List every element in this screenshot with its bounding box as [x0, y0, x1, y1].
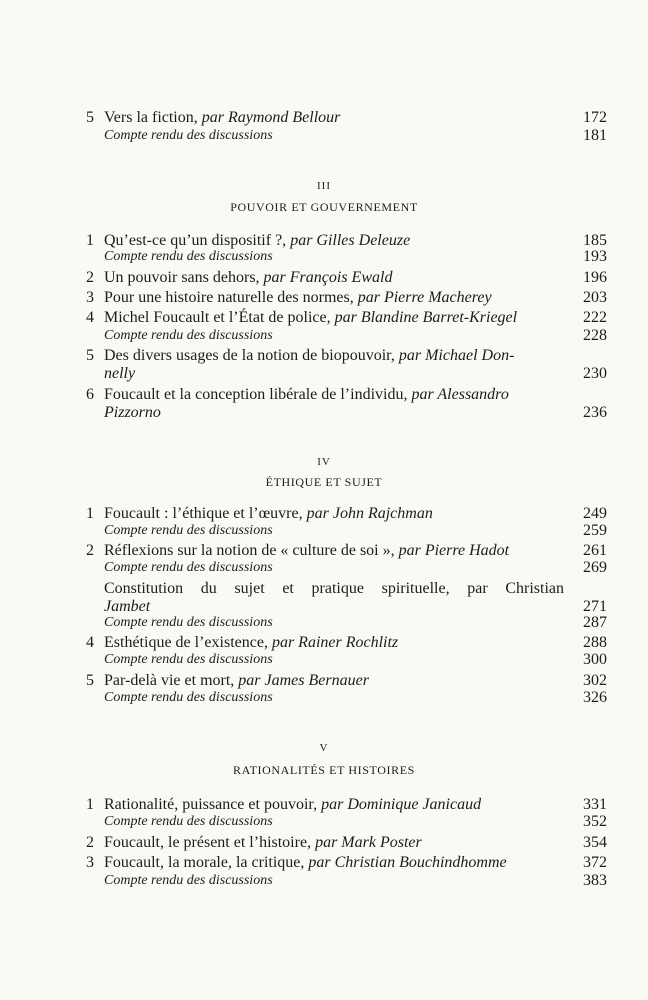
entry-title [104, 385, 509, 404]
discussion-page: 228 [583, 327, 607, 344]
entry-author: par Alessandro [411, 386, 509, 403]
entry-number: 6 [86, 386, 94, 403]
discussion-page: 326 [583, 689, 607, 706]
entry-author: par Rainer Rochlitz [271, 634, 399, 651]
entry-page: 354 [583, 834, 607, 851]
entry-number: 2 [86, 269, 94, 286]
entry-author-continued: Pizzorno [104, 404, 161, 421]
entry-page: 372 [583, 854, 607, 871]
entry-number: 5 [86, 109, 94, 126]
entry-author: par François Ewald [263, 269, 393, 286]
discussion-label: Compte rendu des discussions [104, 615, 273, 630]
entry-page: 331 [583, 796, 607, 813]
entry-page: 236 [583, 404, 607, 421]
entry-author: par Pierre Macherey [357, 289, 492, 306]
entry-author: par Gilles Deleuze [290, 232, 411, 249]
section-number: IV [317, 456, 331, 468]
entry-title-text: Michel Foucault et l’État de police, [104, 309, 335, 326]
entry-number: 4 [86, 309, 94, 326]
entry-number: 2 [86, 834, 94, 851]
entry-page: 288 [583, 634, 607, 651]
entry-number: 1 [86, 796, 94, 813]
discussion-page: 259 [583, 522, 607, 539]
entry-title-continued [104, 403, 161, 422]
entry-author: par Christian [467, 580, 565, 597]
discussion-label: Compte rendu des discussions [104, 249, 273, 264]
discussion-label: Compte rendu des discussions [104, 690, 273, 705]
section-number: V [319, 742, 329, 754]
entry-page: 203 [583, 289, 607, 306]
entry-title [104, 288, 492, 307]
entry-title [104, 579, 564, 598]
entry-number: 5 [86, 347, 94, 364]
discussion-page: 287 [583, 614, 607, 631]
entry-page: 230 [583, 365, 607, 382]
discussion-page: 352 [583, 813, 607, 830]
entry-page: 172 [583, 109, 607, 126]
entry-title-text: Par-delà vie et mort, [104, 672, 239, 689]
discussion-label: Compte rendu des discussions [104, 814, 273, 829]
entry-page: 185 [583, 232, 607, 249]
entry-author: par Pierre Hadot [398, 542, 510, 559]
discussion-label: Compte rendu des discussions [104, 560, 273, 575]
entry-author: par Raymond Bellour [201, 109, 341, 126]
section-title: ÉTHIQUE ET SUJET [265, 475, 383, 489]
entry-number: 4 [86, 634, 94, 651]
entry-author-continued: nelly [104, 365, 136, 382]
entry-author: par Mark Poster [315, 834, 422, 851]
entry-author: par James Bernauer [238, 672, 369, 689]
entry-title-text: Qu’est-ce qu’un dispositif ?, [104, 232, 291, 249]
discussion-label: Compte rendu des discussions [104, 873, 273, 888]
discussion-label: Compte rendu des discussions [104, 328, 273, 343]
entry-number: 2 [86, 542, 94, 559]
entry-author: par Dominique Janicaud [321, 796, 482, 813]
entry-title-text: Foucault et la conception libérale de l’individu, [104, 386, 412, 403]
discussion-label: Compte rendu des discussions [104, 523, 273, 538]
entry-title [104, 346, 514, 365]
entry-author: par John Rajchman [306, 505, 433, 522]
discussion-page: 300 [583, 651, 607, 668]
discussion-page: 193 [583, 248, 607, 265]
entry-title-text: Foucault : l’éthique et l’œuvre, [104, 505, 307, 522]
entry-number: 3 [86, 854, 94, 871]
entry-title-text: Foucault, le présent et l’histoire, [104, 834, 316, 851]
entry-page: 196 [583, 269, 607, 286]
entry-title-text: Esthétique de l’existence, [104, 634, 272, 651]
entry-author: par Blandine Barret-Kriegel [334, 309, 518, 326]
entry-author: par Michael Don- [398, 347, 515, 364]
section-number: III [317, 180, 331, 192]
discussion-page: 181 [583, 127, 607, 144]
entry-author: par Christian Bouchindhomme [308, 854, 507, 871]
entry-title [104, 853, 507, 872]
entry-title [104, 308, 517, 327]
entry-title-text: Rationalité, puissance et pouvoir, [104, 796, 322, 813]
entry-title [104, 108, 340, 127]
entry-page: 302 [583, 672, 607, 689]
discussion-page: 269 [583, 559, 607, 576]
entry-title-text: Foucault, la morale, la critique, [104, 854, 309, 871]
discussion-label: Compte rendu des discussions [104, 128, 273, 143]
entry-number: 1 [86, 505, 94, 522]
entry-page: 222 [583, 309, 607, 326]
entry-title-text: Vers la fiction, [104, 109, 202, 126]
discussion-label: Compte rendu des discussions [104, 652, 273, 667]
entry-number: 3 [86, 289, 94, 306]
section-title: POUVOIR ET GOUVERNEMENT [230, 200, 418, 214]
entry-title-continued [104, 364, 135, 383]
entry-title-text: Réflexions sur la notion de « culture de soi », [104, 542, 399, 559]
entry-page: 271 [583, 598, 607, 615]
entry-number: 1 [86, 232, 94, 249]
discussion-page: 383 [583, 872, 607, 889]
entry-title-text: Pour une histoire naturelle des normes, [104, 289, 358, 306]
entry-title [104, 833, 422, 852]
section-title: RATIONALITÉS ET HISTOIRES [233, 763, 415, 777]
entry-title-text: Des divers usages de la notion de biopouvoir, [104, 347, 399, 364]
entry-number: 5 [86, 672, 94, 689]
entry-title-text: Un pouvoir sans dehors, [104, 269, 264, 286]
entry-title-text: Constitution du sujet et pratique spirituelle, [104, 580, 468, 597]
entry-page: 261 [583, 542, 607, 559]
entry-page: 249 [583, 505, 607, 522]
entry-author-continued: Jambet [104, 598, 151, 615]
entry-title [104, 268, 392, 287]
